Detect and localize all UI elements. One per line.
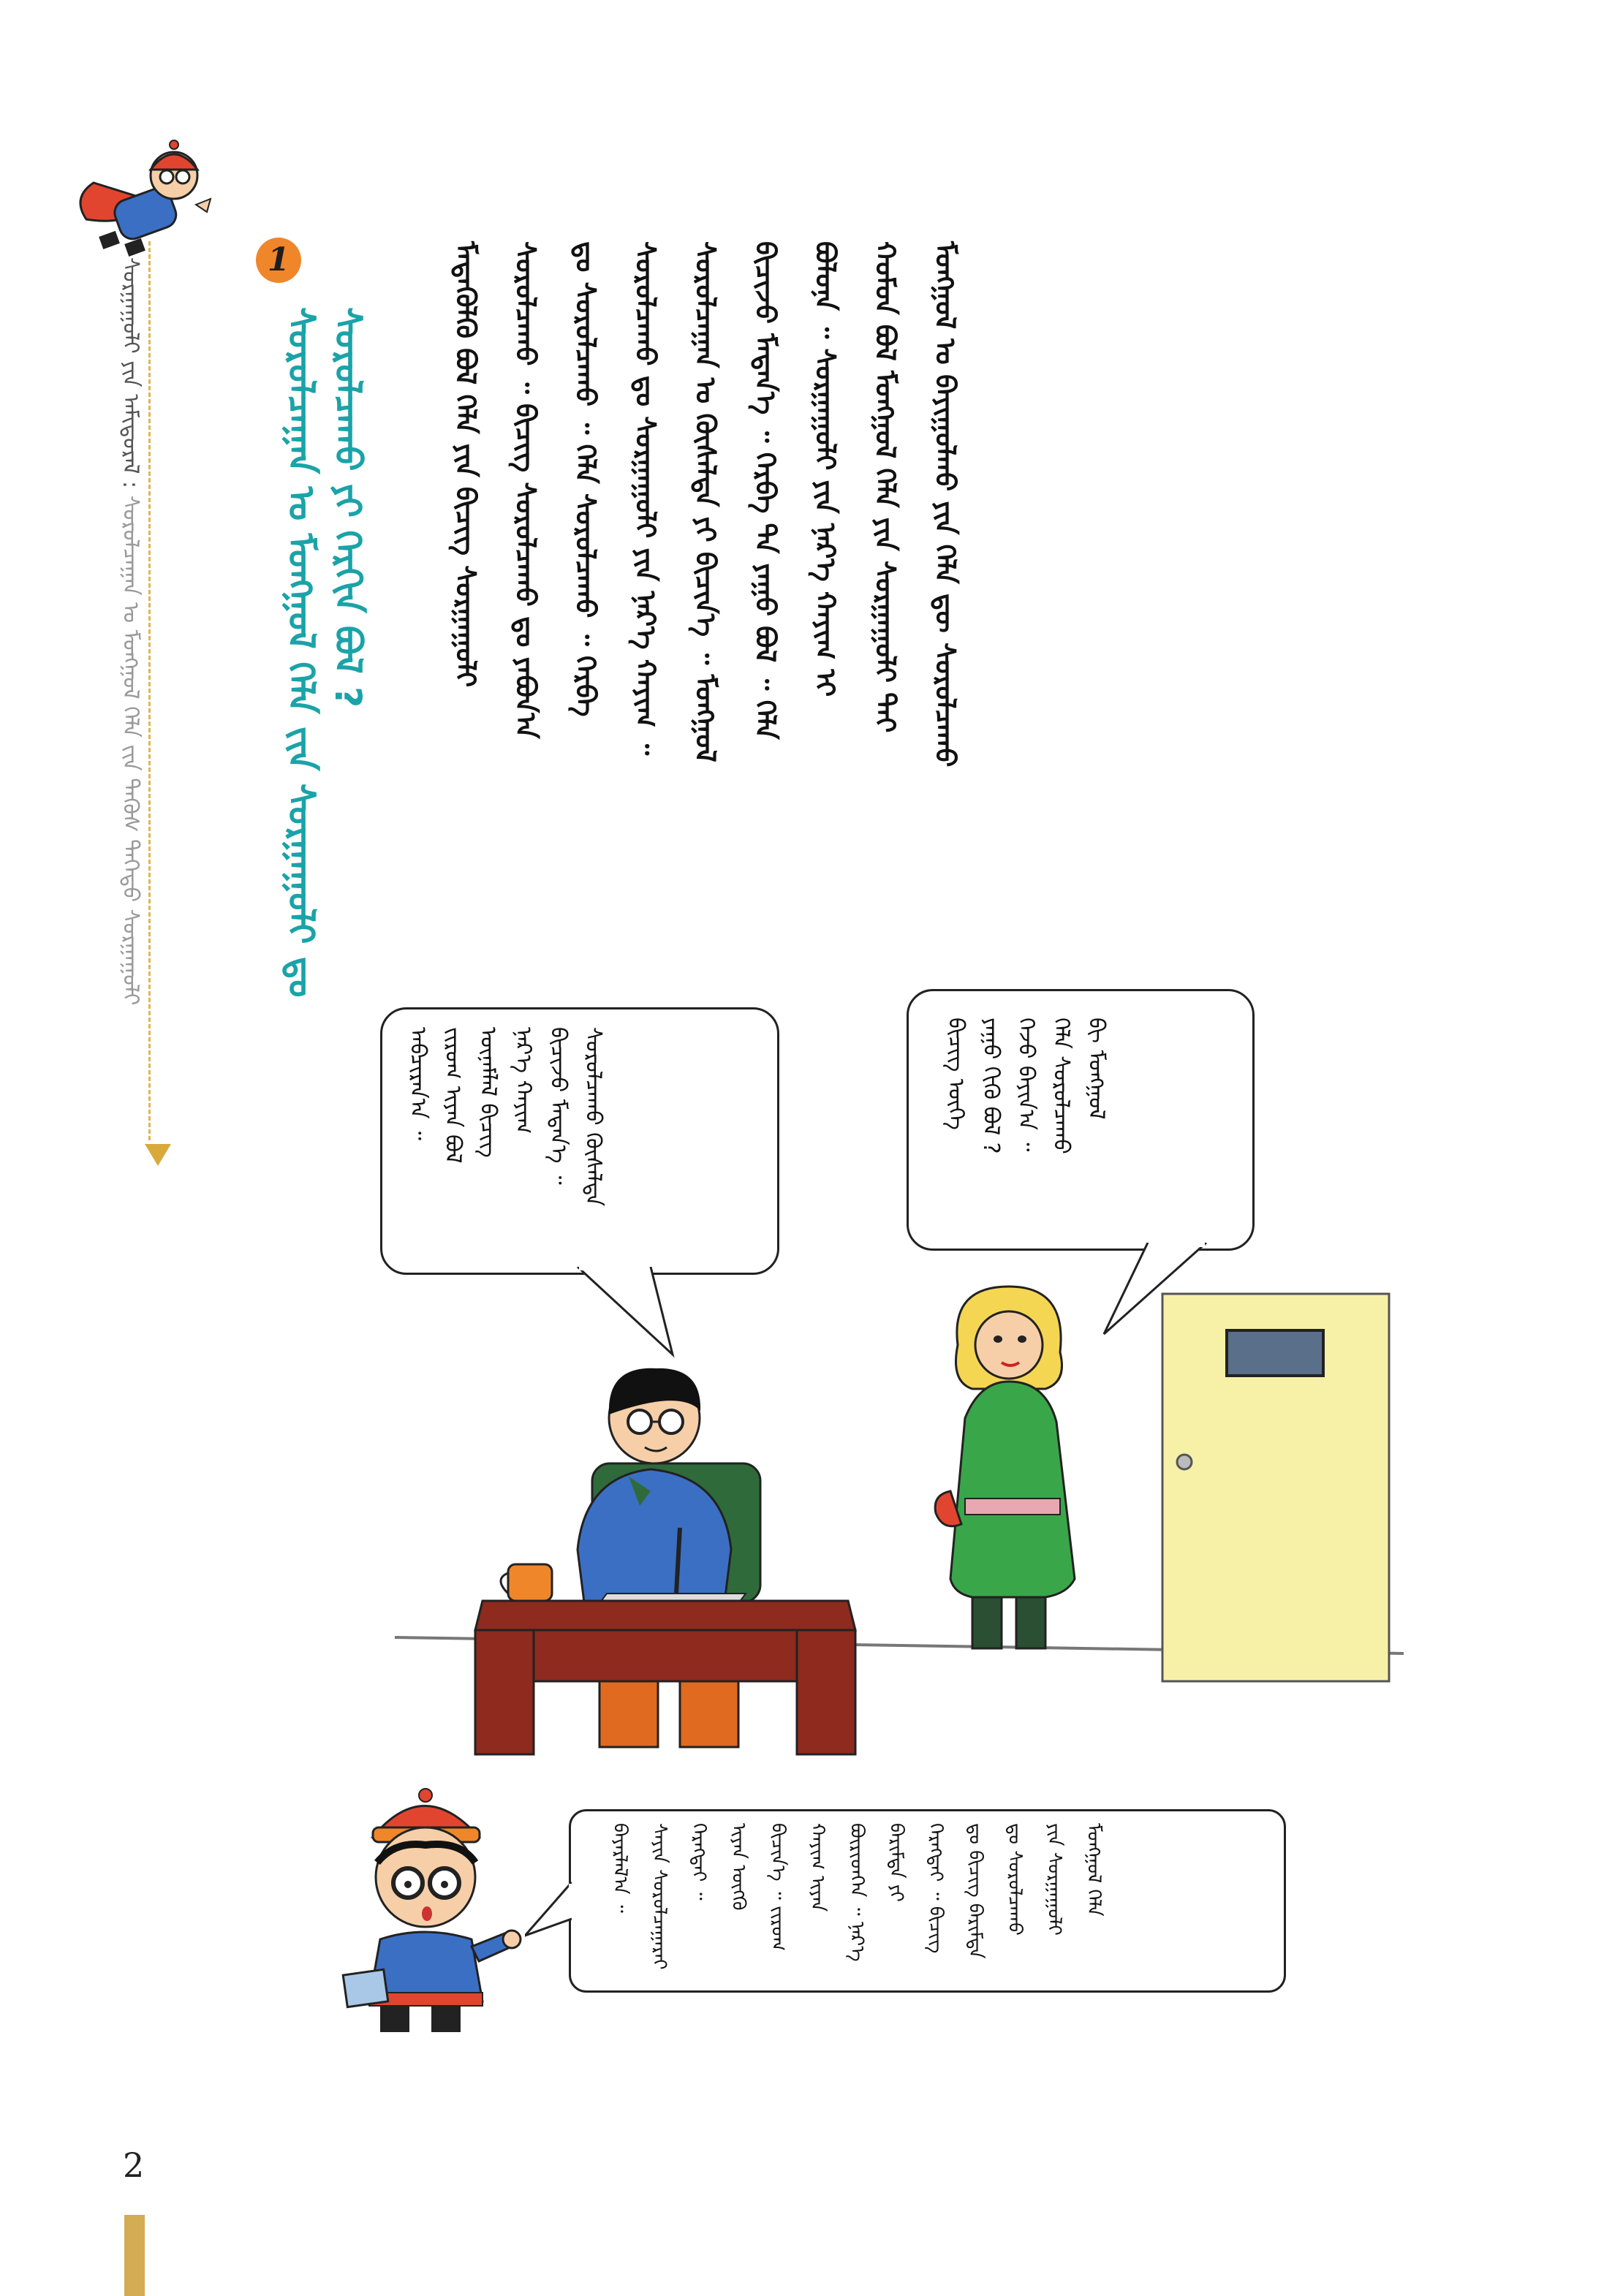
- bubble-line: ᠳᠤ ᠰᠤᠷᠤᠯᠴᠠᠬᠤ: [1004, 1823, 1026, 1936]
- body-paragraph: [436, 241, 975, 768]
- header-dashed-divider: [148, 241, 151, 1140]
- bubble-line: ᠪᠢ ᠮᠣᠩᠭᠣᠯ: [1083, 1018, 1109, 1120]
- bubble-line: ᠰᠠᠶᠢᠨ ᠰᠤᠷᠤᠯᠴᠠᠭᠠᠷᠠᠢ: [648, 1823, 670, 1970]
- header-triangle-marker: [145, 1144, 171, 1166]
- body-line: ᠰᠤᠷᠤᠯᠴᠠᠬᠤ ᠳᠤ ᠰᠤᠷᠭᠠᠭᠤᠯᠢ ᠶᠢᠨ ᠨᠡᠷ᠎ᠡ ᠬᠠᠶᠢᠭ ᠃: [629, 241, 662, 756]
- flying-mascot-illustration: [64, 132, 218, 270]
- bubble-line: ᠬᠠᠶᠢᠭ ᠢᠶᠡᠨ: [806, 1823, 828, 1912]
- bubble-line: ᠳᠤ ᠪᠢᠴᠢᠭ ᠪᠠᠷᠢᠮᠲᠠ: [964, 1823, 986, 1959]
- bubble-line: ᠬᠡᠷᠡᠭᠲᠡᠢ ᠃: [688, 1823, 710, 1901]
- bubble-line: ᠠᠪᠴᠢᠷᠠᠨ᠎ᠠ ᠃: [405, 1027, 431, 1140]
- bubble-line: ᠵᠢᠷᠤᠭ ᠢᠶᠡᠨ ᠪᠣᠯ: [440, 1027, 466, 1164]
- speech-bubble-boy-tail: [525, 1879, 572, 1952]
- bubble-line: ᠪᠢᠴᠢᠭ ᠦᠭᠡ: [943, 1018, 969, 1130]
- body-line: ᠰᠤᠷᠤᠯᠴᠠᠭᠠᠨ ᠤ ᠬᠦᠰᠡᠯᠲᠡ ᠶᠢ ᠪᠢᠴᠢᠨ᠎ᠡ ᠃ ᠮᠣᠩᠭᠣᠯ: [689, 241, 722, 762]
- lesson-title: [278, 307, 371, 997]
- bubble-line: ᠭᠡᠵᠦ ᠪᠠᠶᠢᠨ᠎ᠠ ᠃: [1013, 1018, 1039, 1152]
- bubble-man-text: [400, 1027, 610, 1255]
- bubble-line: ᠮᠣᠩᠭᠣᠯ ᠬᠡᠯᠡ: [1083, 1823, 1105, 1917]
- speech-bubble-man: [380, 1007, 779, 1275]
- lesson-number-badge: 1: [256, 238, 301, 283]
- speech-bubble-boy: [569, 1809, 1286, 1993]
- bubble-line: ᠪᠦᠷᠢᠳᠬᠡᠨ ᠃ ᠨᠡᠷ᠎ᠡ: [846, 1823, 868, 1962]
- bubble-line: ᠢᠶᠡᠨ ᠥᠭᠬᠦ: [727, 1823, 749, 1911]
- page-number: 2: [123, 2145, 145, 2185]
- page-footer-bar: [124, 2215, 145, 2296]
- running-header-highlight: ᠰᠤᠷᠭᠠᠭᠤᠯᠢ ᠶᠢᠨ ᠠᠮᠢᠳᠤᠷᠠᠯ :: [118, 257, 143, 489]
- bubble-line: ᠪᠠᠶᠠᠷᠯᠠᠯ᠎ᠠ ᠃: [609, 1823, 631, 1913]
- body-line: ᠬᠤᠮᠤᠨ ᠪᠣᠯ ᠮᠣᠩᠭᠣᠯ ᠬᠡᠯᠡ ᠶᠢᠨ ᠰᠤᠷᠭᠠᠭᠤᠯᠢ ᠲᠠᠢ: [869, 241, 901, 733]
- bubble-line: ᠨᠡᠷ᠎ᠡ ᠬᠠᠶᠢᠭ: [510, 1027, 536, 1134]
- bubble-line: ᠶᠠᠭᠤ ᠬᠢᠬᠦ ᠪᠣᠯ ?: [978, 1018, 1004, 1154]
- bubble-line: ᠪᠢᠴᠢᠵᠦ ᠮᠡᠳᠡᠨ᠎ᠡ ᠃: [545, 1027, 571, 1185]
- running-header-text: ᠰᠤᠷᠤᠯᠴᠠᠭᠠᠨ ᠤ ᠮᠣᠩᠭᠣᠯ ᠬᠡᠯᠡ ᠵᠢᠨ ᠲᠡᠭᠦᠰ ᠳᠡᠭᠡᠳᠦ ᠰᠤᠷᠭᠠᠭᠤᠯᠢ: [118, 495, 143, 1006]
- bubble-boy-text: [600, 1823, 1113, 1978]
- boy-mascot-illustration: [336, 1782, 526, 2038]
- lesson-title-line-2: ᠰᠤᠷᠤᠯᠴᠠᠬᠤ ᠶᠢ ᠬᠡᠷᠬᠢᠨ ᠪᠣᠯ ?: [327, 307, 369, 708]
- speech-bubble-woman: [907, 989, 1255, 1251]
- running-header: [111, 257, 150, 1005]
- bubble-line: ᠰᠤᠷᠤᠯᠴᠠᠬᠤ ᠬᠦᠰᠡᠯᠲᠡ: [580, 1027, 606, 1207]
- bubble-line: ᠪᠢᠴᠢᠨ᠎ᠡ ᠃ ᠵᠢᠷᠤᠭ: [767, 1823, 789, 1952]
- lesson-title-line-1: ᠰᠤᠷᠤᠯᠴᠠᠭᠠᠨ ᠤ ᠮᠣᠩᠭᠣᠯ ᠬᠡᠯᠡ ᠵᠢᠨ ᠰᠤᠷᠭᠠᠭᠤᠯᠢ ᠳᠤ: [280, 307, 322, 998]
- body-line: ᠪᠢᠴᠢᠵᠦ ᠮᠡᠳᠡᠨ᠎ᠡ ᠃ ᠬᠡᠷᠪᠡ ᠲᠠ ᠶᠠᠭᠤ ᠪᠣᠯ ᠃ ᠬᠡᠯᠡ: [749, 241, 782, 740]
- office-scene-illustration: [387, 1272, 1411, 1769]
- body-line: ᠮᠣᠩᠭᠣᠯ ᠤ ᠪᠠᠶᠢᠭᠤᠯᠬᠤ ᠶᠢᠨ ᠬᠡᠯᠡ ᠳᠦ ᠰᠤᠷᠤᠯᠴᠠᠬᠤ: [929, 241, 961, 768]
- bubble-woman-text: [938, 1018, 1113, 1222]
- bubble-line: ᠬᠡᠯᠡ ᠰᠤᠷᠤᠯᠴᠠᠬᠤ: [1048, 1018, 1074, 1154]
- body-line: ᠮᠡᠳᠡᠭᠦᠯᠬᠦ ᠪᠣᠯ ᠬᠡᠯᠡ ᠶᠢᠨ ᠪᠢᠴᠢᠭ ᠰᠤᠷᠭᠠᠭᠤᠯᠢ: [450, 241, 482, 688]
- bubble-line: ᠪᠠᠷᠢᠮᠲᠠ ᠶᠢ: [885, 1823, 907, 1902]
- bubble-line: ᠶᠢᠨ ᠰᠤᠷᠭᠠᠭᠤᠯᠢ: [1043, 1823, 1065, 1936]
- body-line: ᠳᠤ ᠰᠤᠷᠤᠯᠴᠠᠬᠤ ᠃ ᠬᠡᠯᠡ ᠰᠤᠷᠤᠯᠴᠠᠬᠤ ᠃ ᠬᠡᠷᠪᠡ: [570, 241, 602, 717]
- bubble-line: ᠬᠡᠷᠡᠭᠲᠡᠢ ᠃ ᠪᠢᠴᠢᠭ: [925, 1823, 947, 1954]
- body-line: ᠪᠣᠯᠤᠨᠠ ᠃ ᠰᠤᠷᠭᠠᠭᠤᠯᠢ ᠶᠢᠨ ᠨᠡᠷ᠎ᠡ ᠬᠠᠶᠢᠭ ᠢ: [809, 241, 841, 697]
- body-line: ᠰᠤᠷᠤᠯᠴᠠᠬᠤ ᠃ ᠪᠢᠴᠢᠭ ᠰᠤᠷᠤᠯᠴᠠᠬᠤ ᠳᠤ ᠶᠠᠪᠤᠨ᠎ᠠ: [510, 241, 542, 739]
- bubble-line: ᠦᠨᠡᠮᠯᠡᠯ ᠪᠢᠴᠢᠭ: [475, 1027, 501, 1158]
